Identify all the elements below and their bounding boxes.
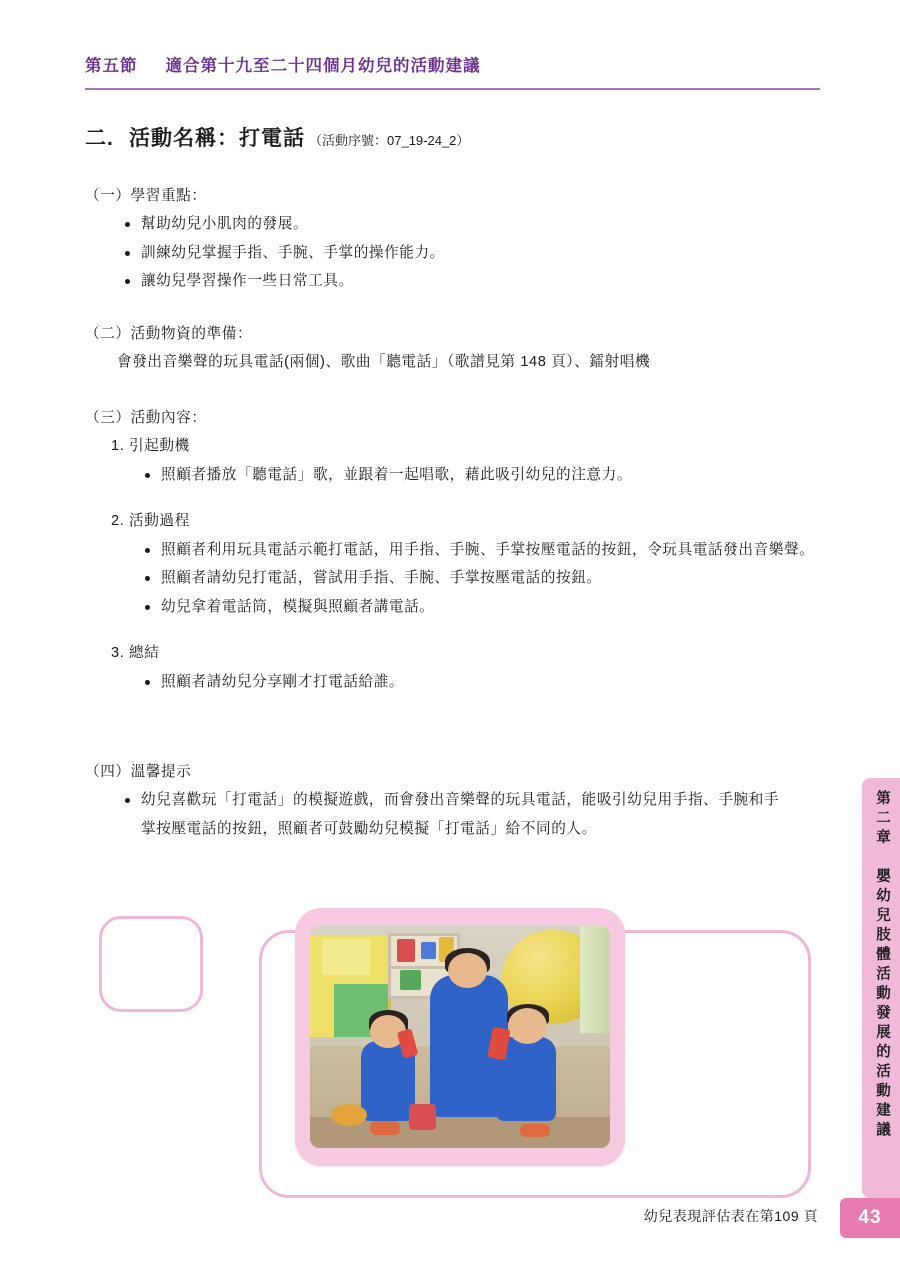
content-heading: （三）活動內容： [85, 410, 207, 426]
step-title: 引起動機 [129, 438, 190, 455]
section-header [85, 52, 481, 76]
chapter-side-tab [862, 778, 900, 1198]
activity-code: （活動序號：07_19-24_2） [309, 133, 470, 148]
section-title: 適合第十九至二十四個月幼兒的活動建議 [165, 57, 481, 75]
step-number: 1. [111, 438, 125, 455]
step-3-list [85, 668, 825, 696]
list-item: 幼兒喜歡玩「打電話」的模擬遊戲，而會發出音樂聲的玩具電話，能吸引幼兒用手指、手腕和手掌按壓電話的按鈕，照顧者可鼓勵幼兒模擬「打電話」給不同的人。 [123, 786, 785, 843]
photo-floor-toy-orange [331, 1104, 367, 1126]
step-number: 3. [111, 645, 125, 662]
activity-number: 二. [85, 127, 114, 150]
learning-focus-heading: （一）學習重點： [85, 188, 207, 204]
list-item: 照顧者請幼兒分享剛才打電話給誰。 [143, 668, 825, 696]
list-item: 幫助幼兒小肌肉的發展。 [123, 210, 825, 238]
chapter-side-tab-label: 第二章 嬰幼兒肢體活動發展的活動建議 [873, 790, 890, 1141]
activity-photo [310, 926, 610, 1148]
photo-shoe-left [370, 1121, 400, 1134]
photo-shoe-right [520, 1124, 550, 1137]
materials-heading: （二）活動物資的準備： [85, 326, 253, 342]
learning-focus-list [85, 210, 825, 295]
photo-caregiver-head [448, 953, 487, 989]
step-title: 活動過程 [129, 513, 190, 530]
photo-card [295, 908, 625, 1166]
tips-list [85, 786, 785, 843]
list-item: 訓練幼兒掌握手指、手腕、手掌的操作能力。 [123, 239, 825, 267]
materials-block [85, 320, 825, 377]
header-divider [85, 88, 820, 90]
tips-heading: （四）溫馨提示 [85, 764, 192, 780]
learning-focus-block [85, 182, 825, 296]
step-title: 總結 [129, 645, 160, 662]
list-item: 照顧者請幼兒打電話，嘗試用手指、手腕、手掌按壓電話的按鈕。 [143, 564, 825, 592]
photo-toy-blue [421, 942, 436, 960]
tips-block [85, 758, 785, 843]
step-1-list [85, 461, 825, 489]
list-item: 幼兒拿着電話筒，模擬與照顧者講電話。 [143, 593, 825, 621]
photo-toy-red [397, 939, 415, 961]
step-2 [111, 507, 825, 535]
decorative-frame-small [99, 916, 203, 1012]
step-1 [111, 432, 825, 460]
photo-child-right-head [508, 1008, 547, 1044]
photo-yellow-panel-inner [322, 939, 370, 975]
photo-floor-toy-red [409, 1104, 436, 1131]
step-number: 2. [111, 513, 125, 530]
content-block [85, 404, 825, 696]
page-number: 43 [858, 1207, 882, 1228]
list-item: 讓幼兒學習操作一些日常工具。 [123, 267, 825, 295]
photo-toy-green [400, 970, 421, 990]
activity-label: 活動名稱：打電話 [129, 127, 305, 150]
photo-curtain [580, 926, 610, 1033]
footer-note: 幼兒表現評估表在第109 頁 [643, 1208, 818, 1224]
step-3 [111, 639, 825, 667]
list-item: 照顧者利用玩具電話示範打電話，用手指、手腕、手掌按壓電話的按鈕，令玩具電話發出音樂聲。 [143, 536, 825, 564]
materials-text: 會發出音樂聲的玩具電話(兩個)、歌曲「聽電話」（歌譜見第 148 頁）、鐳射唱機 [117, 354, 651, 371]
step-2-list [85, 536, 825, 621]
activity-title [85, 122, 469, 152]
section-number: 第五節 [85, 57, 138, 75]
list-item: 照顧者播放「聽電話」歌，並跟着一起唱歌，藉此吸引幼兒的注意力。 [143, 461, 825, 489]
page-number-badge [840, 1198, 900, 1238]
